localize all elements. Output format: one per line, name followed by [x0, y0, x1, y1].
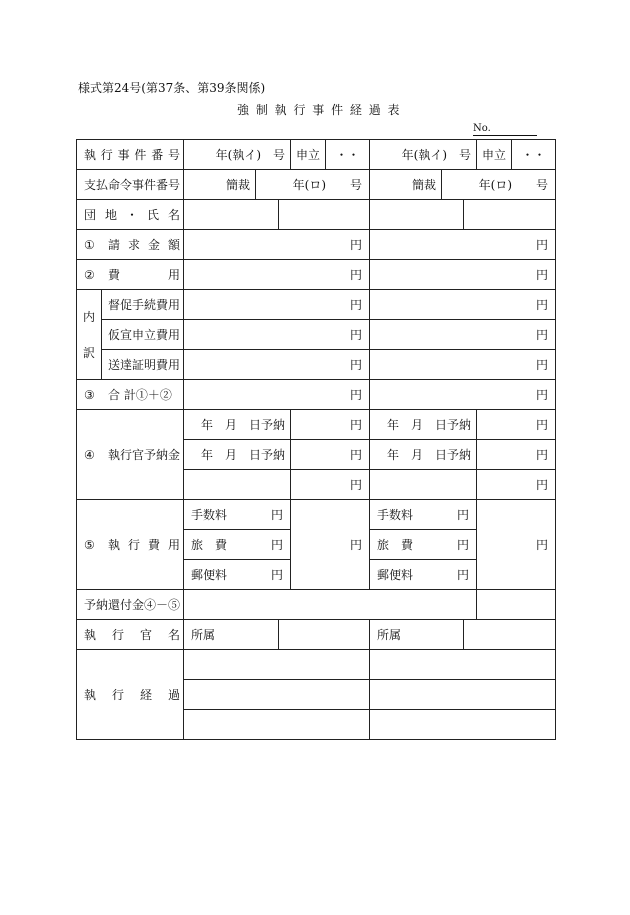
right-postage-cell [370, 560, 477, 590]
left-execution-total-unit: 円 [291, 500, 370, 590]
left-postage-cell [184, 560, 291, 590]
right-costs-unit: 円 [370, 260, 556, 290]
right-deposit-blank [370, 470, 477, 500]
left-costs-unit: 円 [184, 260, 370, 290]
progress-table [76, 139, 556, 740]
row-officer [77, 620, 556, 650]
breakdown-label-bottom: 訳 [82, 345, 95, 360]
left-deposit-unit: 円 [291, 410, 370, 440]
right-fee-item [370, 508, 476, 522]
row-claim-amount [77, 230, 556, 260]
left-breakdown-unit: 円 [184, 290, 370, 320]
right-progress-cell [370, 710, 556, 740]
row-execution-costs-1 [77, 500, 556, 530]
row-deposit-1 [77, 410, 556, 440]
right-breakdown-unit: 円 [370, 350, 556, 380]
right-progress-cell [370, 680, 556, 710]
left-deposit-date: 年 月 日予納 [184, 440, 291, 470]
row-complex-name [77, 200, 556, 230]
breakdown-item-label: 督促手続費用 [102, 290, 184, 320]
right-deposit-unit: 円 [477, 440, 556, 470]
left-breakdown-unit: 円 [184, 320, 370, 350]
right-progress-cell [370, 650, 556, 680]
execution-costs-number: ⑤ [84, 537, 95, 552]
left-summary-court: 簡裁 [184, 170, 256, 200]
fee-name: 手数料 [377, 507, 414, 522]
right-deposit-unit: 円 [477, 470, 556, 500]
right-total-unit: 円 [370, 380, 556, 410]
breakdown-label-top: 内 [82, 309, 95, 324]
claim-amount-label-cell [77, 230, 184, 260]
costs-label-cell [77, 260, 184, 290]
travel-unit: 円 [457, 537, 470, 552]
left-filed-date: ・・ [326, 140, 370, 170]
progress-label: 執 行 経 過 [84, 687, 181, 702]
execution-costs-label: 執 行 費 用 [108, 537, 181, 552]
left-case-number: 年(執イ) 号 [184, 140, 291, 170]
breakdown-item-label: 送達証明費用 [102, 350, 184, 380]
right-name-cell [464, 200, 556, 230]
fee-name: 手数料 [191, 507, 228, 522]
left-claim-amount-unit: 円 [184, 230, 370, 260]
refund-label-cell [77, 590, 184, 620]
complex-name-label-cell [77, 200, 184, 230]
payment-order-label-cell [77, 170, 184, 200]
case-number-label-cell [77, 140, 184, 170]
page-title: 強 制 執 行 事 件 経 過 表 [237, 103, 400, 117]
left-deposit-date: 年 月 日予納 [184, 410, 291, 440]
postage-name: 郵便料 [191, 567, 228, 582]
breakdown-label-cell [77, 290, 102, 380]
right-filed-date: ・・ [512, 140, 556, 170]
right-deposit-unit: 円 [477, 410, 556, 440]
claim-amount-label: 請 求 金 額 [108, 237, 181, 252]
deposit-label: 執行官予納金 [108, 447, 181, 462]
costs-label-group [84, 268, 180, 282]
right-postage-item [370, 568, 476, 582]
travel-name: 旅 費 [377, 537, 414, 552]
travel-unit: 円 [271, 537, 284, 552]
postage-name: 郵便料 [377, 567, 414, 582]
left-fee-item [184, 508, 290, 522]
right-payment-order-number: 年(ロ) 号 [442, 170, 556, 200]
right-deposit-date: 年 月 日予納 [370, 440, 477, 470]
deposit-label-group [84, 448, 180, 462]
right-deposit-date: 年 月 日予納 [370, 410, 477, 440]
left-postage-item [184, 568, 290, 582]
left-deposit-unit: 円 [291, 470, 370, 500]
left-complex-cell [184, 200, 279, 230]
form-number: 様式第24号(第37条、第39条関係) [78, 81, 266, 95]
right-breakdown-unit: 円 [370, 320, 556, 350]
row-breakdown-1 [77, 290, 556, 320]
row-breakdown-3 [77, 350, 556, 380]
right-complex-cell [370, 200, 464, 230]
number-field [473, 122, 537, 136]
left-payment-order-number: 年(ロ) 号 [256, 170, 370, 200]
number-label: No. [473, 123, 491, 134]
postage-unit: 円 [457, 567, 470, 582]
left-breakdown-unit: 円 [184, 350, 370, 380]
case-number-label: 執 行 事 件 番 号 [84, 147, 181, 162]
left-progress-cell [184, 710, 370, 740]
execution-costs-label-group [84, 538, 180, 552]
total-number: ③ [84, 387, 95, 402]
officer-label-cell [77, 620, 184, 650]
right-case-number: 年(執イ) 号 [370, 140, 477, 170]
row-total [77, 380, 556, 410]
travel-name: 旅 費 [191, 537, 228, 552]
postage-unit: 円 [271, 567, 284, 582]
complex-name-label: 団 地 ・ 氏 名 [84, 207, 181, 222]
right-breakdown-unit: 円 [370, 290, 556, 320]
right-filed-label: 申立 [477, 140, 512, 170]
breakdown-label [77, 310, 101, 360]
left-affiliation: 所属 [184, 620, 279, 650]
total-label: 合 計①＋② [108, 387, 172, 402]
payment-order-label: 支払命令事件番号 [84, 177, 181, 192]
right-fee-cell [370, 500, 477, 530]
left-travel-item [184, 538, 290, 552]
left-deposit-blank [184, 470, 291, 500]
left-officer-name-cell [279, 620, 370, 650]
left-fee-cell [184, 500, 291, 530]
right-summary-court: 簡裁 [370, 170, 442, 200]
costs-number: ② [84, 267, 95, 282]
total-label-cell [77, 380, 184, 410]
right-officer-name-cell [464, 620, 556, 650]
right-affiliation: 所属 [370, 620, 464, 650]
left-deposit-unit: 円 [291, 440, 370, 470]
row-costs [77, 260, 556, 290]
claim-amount-number: ① [84, 237, 95, 252]
row-payment-order [77, 170, 556, 200]
left-progress-cell [184, 650, 370, 680]
left-total-unit: 円 [184, 380, 370, 410]
left-travel-cell [184, 530, 291, 560]
refund-label: 予納還付金④－⑤ [84, 597, 181, 612]
deposit-number: ④ [84, 447, 95, 462]
total-label-group [84, 388, 180, 402]
left-progress-cell [184, 680, 370, 710]
execution-costs-label-cell [77, 500, 184, 590]
costs-label: 費 用 [108, 267, 181, 282]
row-refund [77, 590, 556, 620]
deposit-label-cell [77, 410, 184, 500]
claim-amount-label-group [84, 238, 180, 252]
right-travel-item [370, 538, 476, 552]
row-case-number [77, 140, 556, 170]
row-breakdown-2 [77, 320, 556, 350]
right-claim-amount-unit: 円 [370, 230, 556, 260]
left-name-cell [279, 200, 370, 230]
refund-side-cell [477, 590, 556, 620]
breakdown-item-label: 仮宣申立費用 [102, 320, 184, 350]
progress-label-cell [77, 650, 184, 740]
row-progress-1 [77, 650, 556, 680]
refund-main-cell [184, 590, 477, 620]
fee-unit: 円 [271, 507, 284, 522]
fee-unit: 円 [457, 507, 470, 522]
officer-label: 執 行 官 名 [84, 627, 181, 642]
right-travel-cell [370, 530, 477, 560]
right-execution-total-unit: 円 [477, 500, 556, 590]
left-filed-label: 申立 [291, 140, 326, 170]
